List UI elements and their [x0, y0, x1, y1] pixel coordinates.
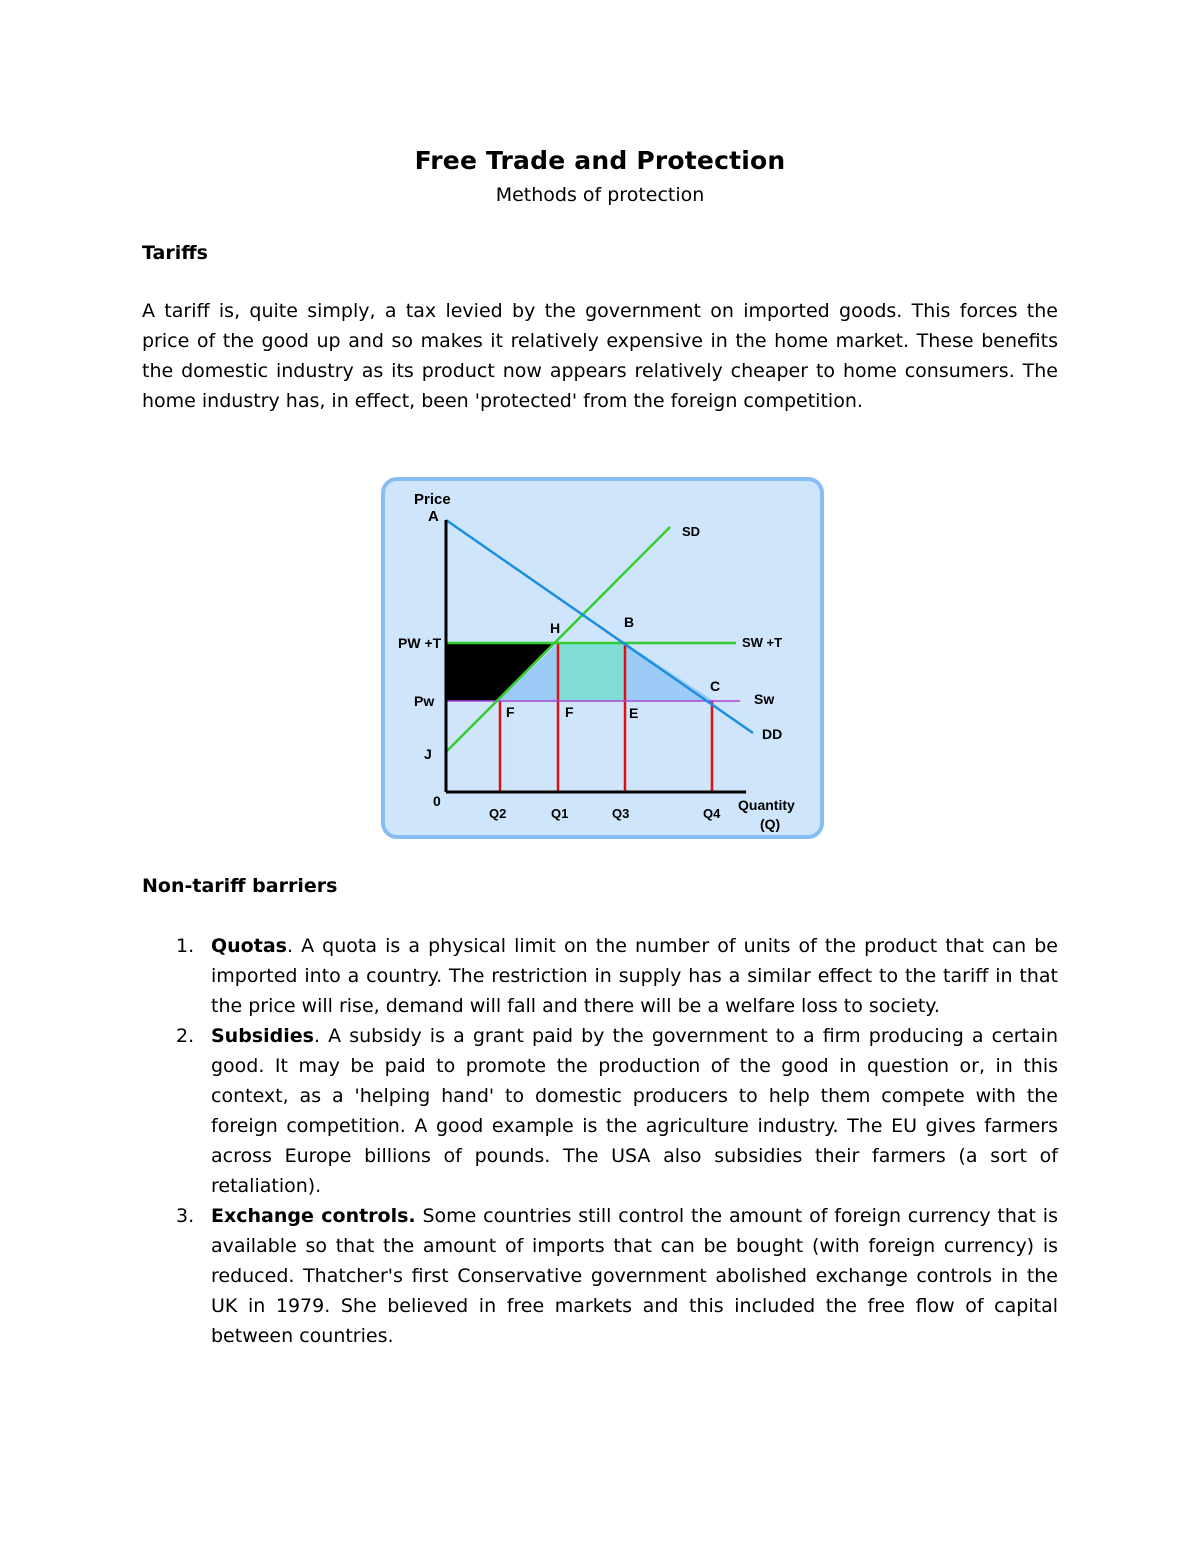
q3-label: Q3: [612, 806, 630, 821]
tariff-revenue-area: [558, 643, 625, 701]
list-item: [142, 931, 1058, 1021]
list-item-text: Some countries still control the amount of foreign currency that is available so that the amount of imports that can be bought (with foreign currency) is reduced. Thatcher's first Conservative government abolished exchange controls in the UK in 1979. She believed in free markets and this included the free flow of capital between countries.: [211, 1205, 1058, 1347]
list-item: [142, 1201, 1058, 1351]
q2-label: Q2: [489, 806, 507, 821]
non-tariff-heading: Non-tariff barriers: [142, 875, 338, 897]
non-tariff-list: [142, 931, 1058, 1351]
price-axis-label: Price: [414, 491, 451, 508]
list-number: 2.: [176, 1025, 195, 1047]
world-supply-tariff-label: SW +T: [742, 635, 783, 650]
point-j-label: J: [424, 746, 432, 762]
q1-label: Q1: [551, 806, 569, 821]
list-number: 3.: [176, 1205, 195, 1227]
quantity-axis-label: Quantity: [738, 797, 795, 813]
list-item-text: . A subsidy is a grant paid by the government to a firm producing a certain good. It may be paid to promote the production of the good in question or, in this context, as a 'helping hand' to domestic producers to help them compete with the foreign competition. A good example is the agriculture industry. The EU gives farmers across Europe billions of pounds. The USA also subsidies their farmers (a sort of retaliation).: [211, 1025, 1058, 1197]
document-title: Free Trade and Protection: [414, 146, 786, 175]
point-c-label: C: [710, 678, 721, 694]
pw-label: Pw: [414, 693, 435, 709]
point-h-label: H: [550, 620, 561, 636]
list-item: [142, 1021, 1058, 1201]
pw-t-label: PW +T: [398, 635, 442, 651]
list-item-title: Subsidies: [211, 1025, 314, 1047]
point-a-label: A: [428, 508, 439, 525]
list-number: 1.: [176, 935, 195, 957]
list-item-title: Quotas: [211, 935, 287, 957]
tariff-diagram: [380, 476, 825, 840]
world-supply-label: Sw: [754, 691, 775, 707]
point-e-label: E: [629, 705, 639, 721]
point-f-label-2: F: [565, 704, 574, 720]
tariffs-heading: Tariffs: [142, 242, 208, 264]
document-subtitle: Methods of protection: [495, 184, 705, 206]
point-b-label: B: [624, 614, 635, 630]
supply-domestic-label: SD: [682, 524, 701, 539]
list-item-title: Exchange controls.: [211, 1205, 416, 1227]
point-f-label: F: [506, 704, 515, 720]
origin-label: 0: [433, 793, 441, 809]
quantity-axis-unit-label: (Q): [760, 816, 781, 832]
demand-domestic-label: DD: [762, 726, 783, 742]
list-item-text: . A quota is a physical limit on the number of units of the product that can be imported into a country. The restriction in supply has a similar effect to the tariff in that the price will rise, demand will fall and there will be a welfare loss to society.: [211, 935, 1058, 1017]
q4-label: Q4: [703, 806, 721, 821]
tariffs-paragraph: A tariff is, quite simply, a tax levied by the government on imported goods. This forces the price of the good up and so makes it relatively expensive in the home market. These benefits the domestic industry as its product now appears relatively cheaper to home consumers. The home industry has, in effect, been 'protected' from the foreign competition.: [142, 300, 1058, 412]
